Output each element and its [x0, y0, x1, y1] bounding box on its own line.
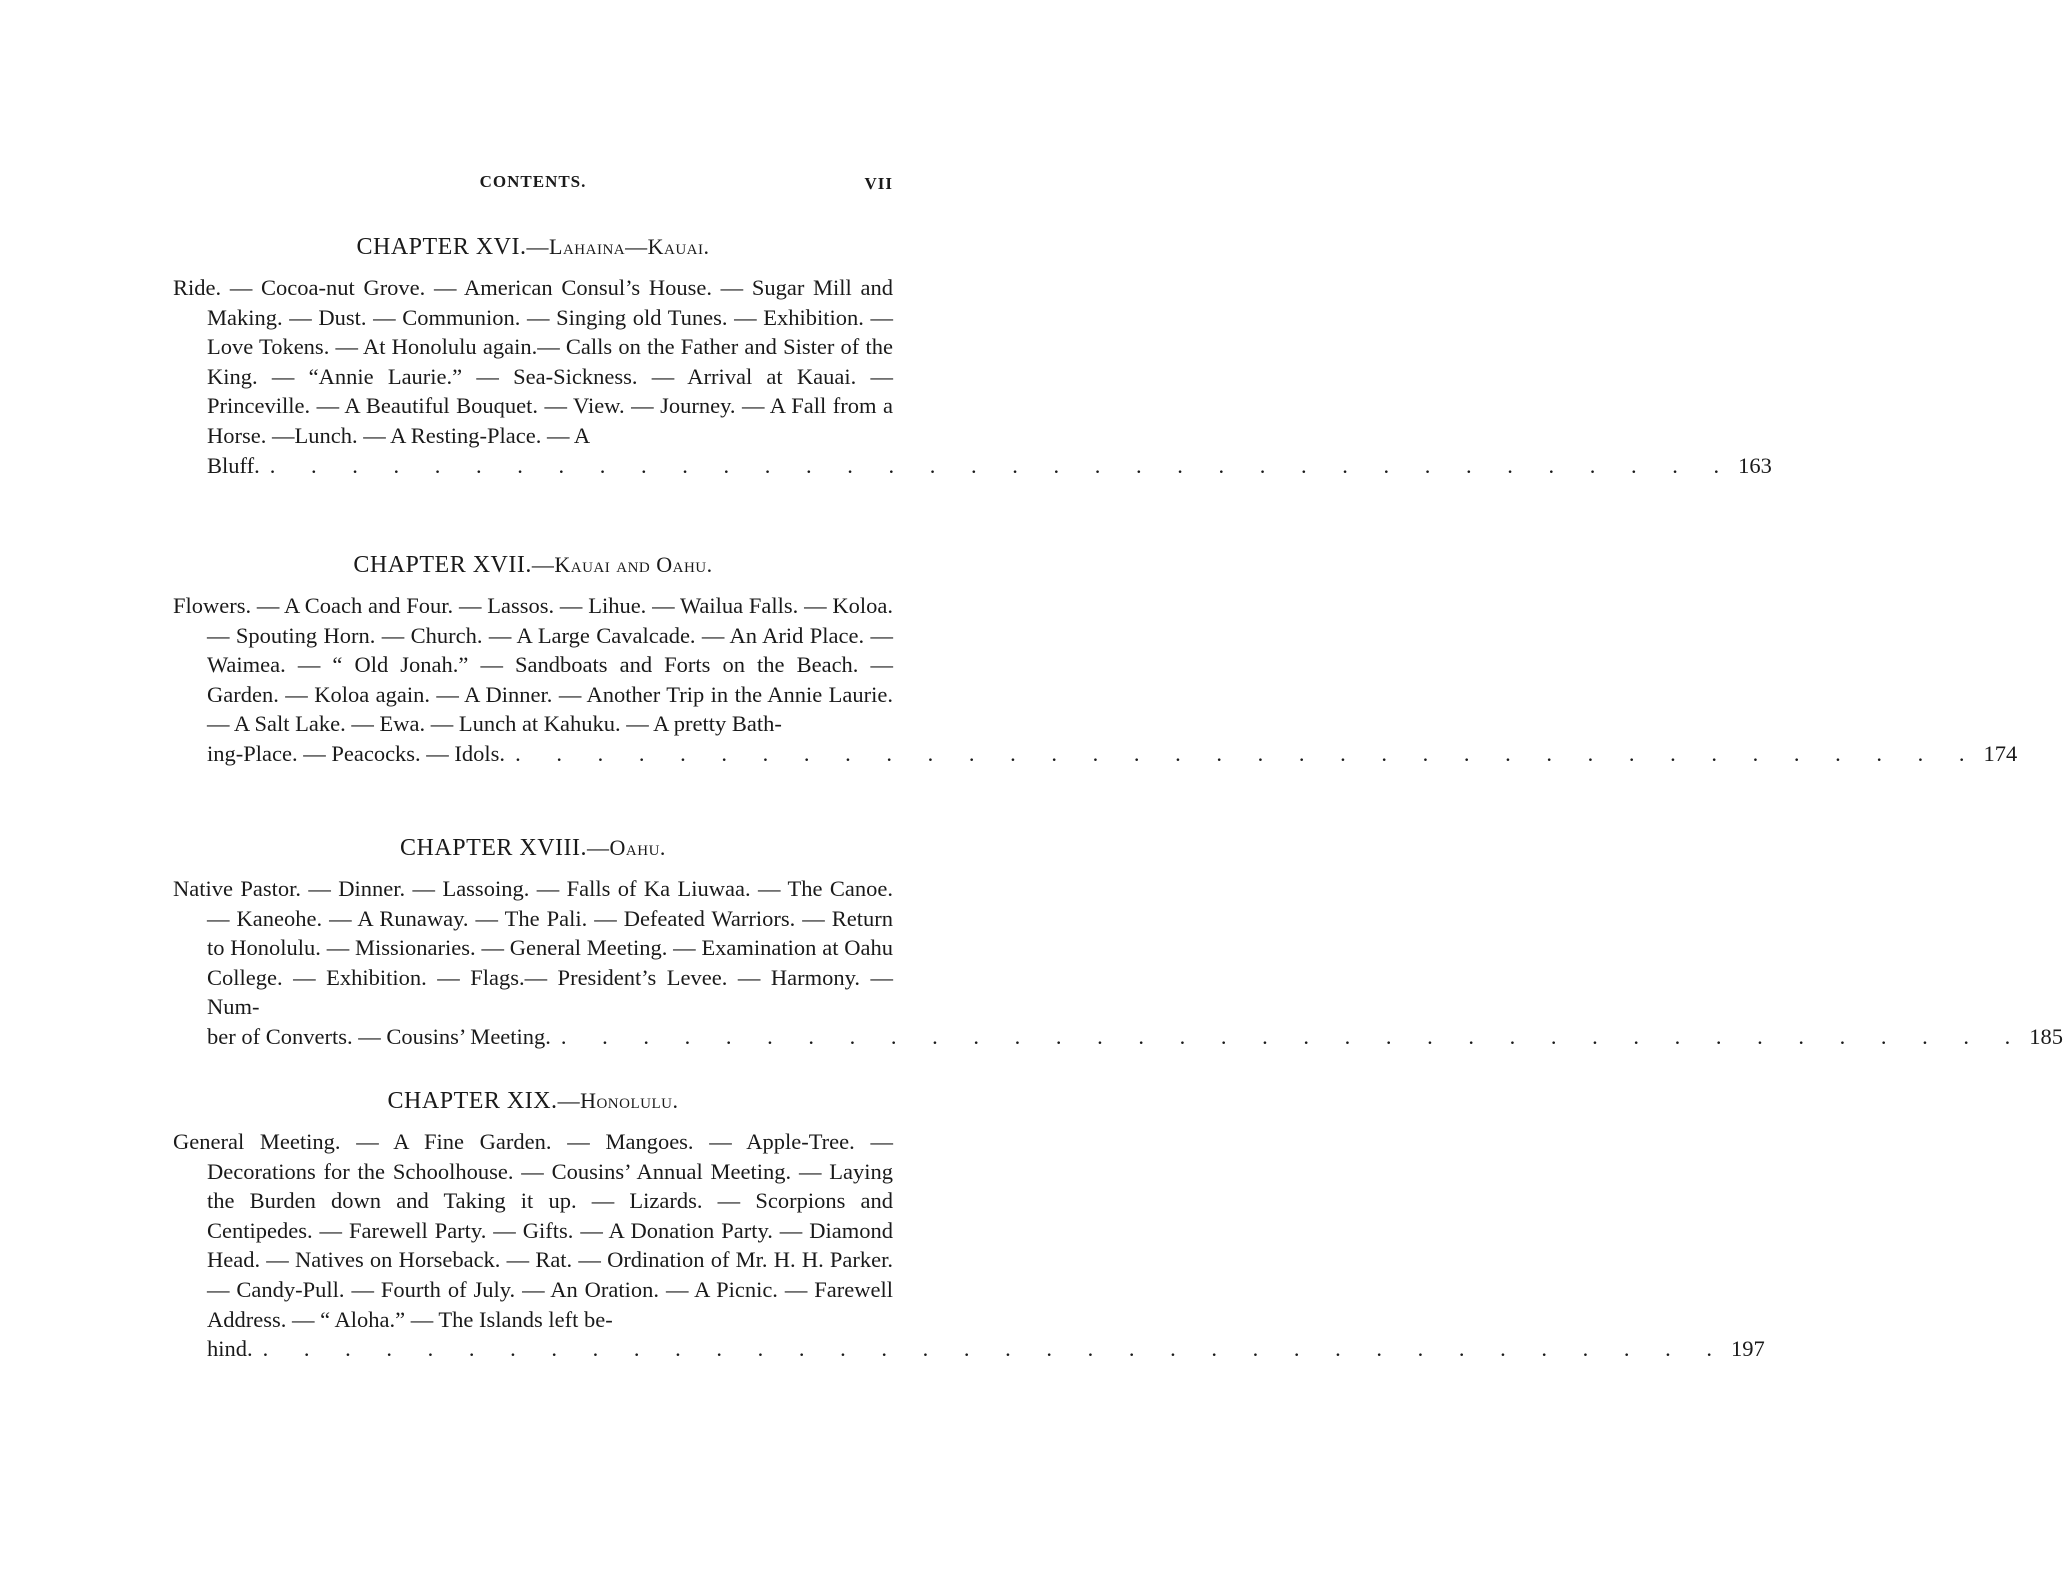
page-reference-line	[173, 739, 2018, 769]
chapter-summary: Ride. — Cocoa-nut Grove. — American Consul’s House. — Sugar Mill and Making. — Dust. — Communion. — Singing old Tunes. — Exhibition. — Love Tokens. — At Honolulu again.— Calls on the Father and Sister of the King. — “Annie Laurie.” — Sea-Sickness. — Arrival at Kauai. — Princeville. — A Beautiful Bouquet. — View. — Journey. — A Fall from a Horse. —Lunch. — A Resting-Place. — A	[173, 275, 893, 448]
summary-last-line: ing-Place. — Peacocks. — Idols.	[207, 740, 506, 766]
chapter-summary: Flowers. — A Coach and Four. — Lassos. — Lihue. — Wailua Falls. — Koloa. — Spouting Horn. — Church. — A Large Cavalcade. — An Arid Place. — Waimea. — “ Old Jonah.” — Sandboats and Forts on the Beach. — Garden. — Koloa again. — A Dinner. — Another Trip in the Annie Laurie. — A Salt Lake. — Ewa. — Lunch at Kahuku. — A pretty Bath-	[173, 593, 893, 737]
dot-leader: . . . . . . . . . . . . . . . . . . . . . . . . . . . . . . . . . . . .	[262, 1336, 1728, 1362]
dot-leader: . . . . . . . . . . . . . . . . . . . . . . . . . . . . . . . . . . . .	[560, 1023, 2026, 1049]
chapter-entry-xix	[173, 1088, 1765, 1364]
page-number: 174	[1983, 740, 2018, 766]
chapter-entry-xvi	[173, 234, 1772, 480]
chapter-number: CHAPTER XVII.	[353, 552, 532, 578]
chapter-number: CHAPTER XVIII.	[400, 835, 588, 861]
chapter-subtitle: —Lahaina—Kauai.	[526, 234, 710, 259]
chapter-subtitle: —Honolulu.	[557, 1088, 679, 1113]
page-reference-line	[173, 1022, 2063, 1052]
chapter-subtitle: —Kauai and Oahu.	[531, 552, 713, 577]
chapter-subtitle: —Oahu.	[587, 835, 666, 860]
running-title: CONTENTS.	[479, 172, 587, 191]
page-number: 163	[1738, 452, 1772, 478]
summary-last-line: Bluff.	[207, 452, 260, 478]
page-number: 197	[1731, 1336, 1765, 1362]
summary-last-line: ber of Converts. — Cousins’ Meeting.	[207, 1023, 551, 1049]
running-head	[173, 172, 893, 198]
page-folio: VII	[864, 174, 893, 193]
chapter-summary: Native Pastor. — Dinner. — Lassoing. — Falls of Ka Liuwaa. — The Canoe. — Kaneohe. — A Runaway. — The Pali. — Defeated Warriors. — Return to Honolulu. — Missionaries. — General Meeting. — Examination at Oahu College. — Exhibition. — Flags.— President’s Levee. — Harmony. — Num-	[173, 876, 893, 1020]
page-reference-line	[173, 451, 1772, 481]
chapter-summary: General Meeting. — A Fine Garden. — Mangoes. — Apple-Tree. — Decorations for the Schoolhouse. — Cousins’ Annual Meeting. — Laying the Burden down and Taking it up. — Lizards. — Scorpions and Centipedes. — Farewell Party. — Gifts. — A Donation Party. — Diamond Head. — Natives on Horseback. — Rat. — Ordination of Mr. H. H. Parker. — Candy-Pull. — Fourth of July. — An Oration. — A Picnic. — Farewell Address. — “ Aloha.” — The Islands left be-	[173, 1129, 893, 1332]
chapter-heading	[173, 835, 893, 862]
chapter-heading	[173, 1088, 893, 1115]
dot-leader: . . . . . . . . . . . . . . . . . . . . . . . . . . . . . . . . . . . .	[269, 452, 1735, 478]
chapter-entry-xviii	[173, 835, 2063, 1052]
summary-last-line: hind.	[207, 1336, 253, 1362]
page-number: 185	[2029, 1023, 2063, 1049]
chapter-heading	[173, 234, 893, 261]
dot-leader: . . . . . . . . . . . . . . . . . . . . . . . . . . . . . . . . . . . .	[515, 740, 1980, 766]
chapter-entry-xvii	[173, 552, 2018, 769]
page-reference-line	[173, 1334, 1765, 1364]
chapter-heading	[173, 552, 893, 579]
chapter-number: CHAPTER XIX.	[387, 1088, 558, 1114]
chapter-number: CHAPTER XVI.	[356, 234, 527, 260]
